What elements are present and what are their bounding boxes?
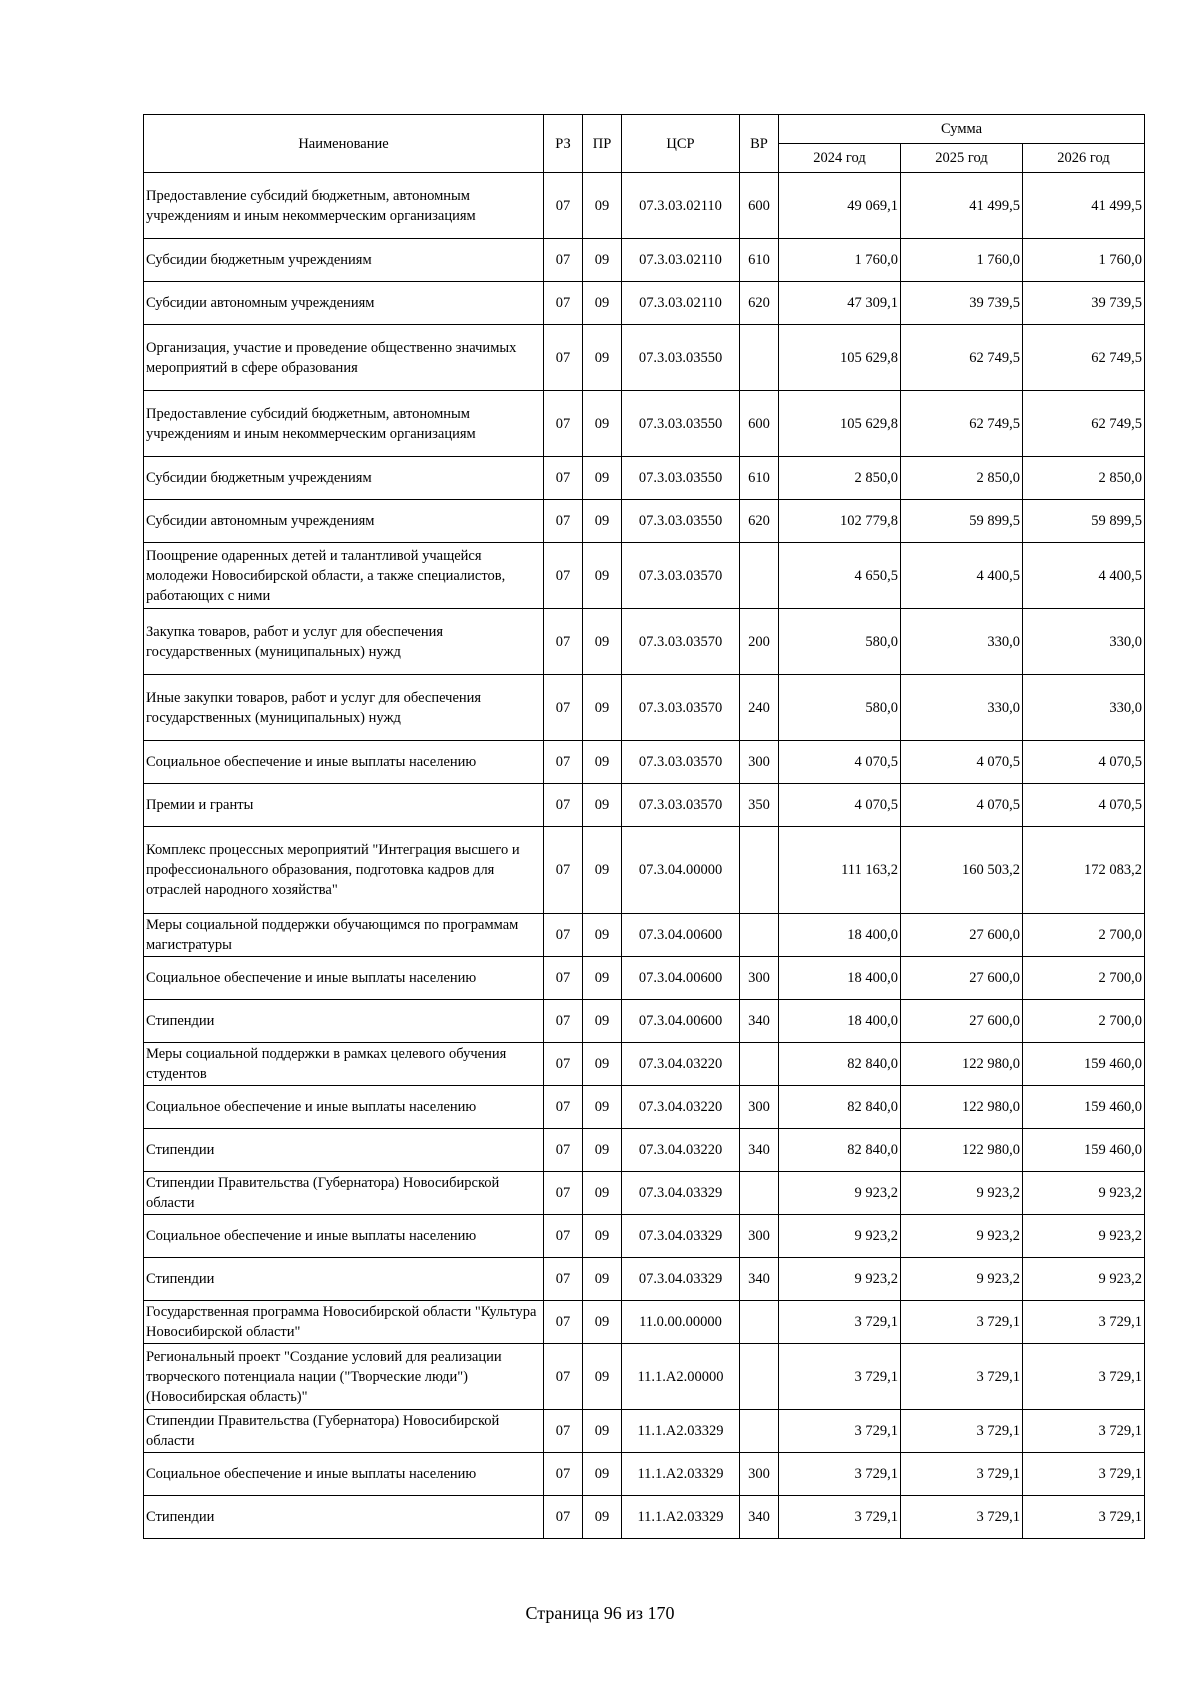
row-vr: 300 bbox=[740, 741, 779, 784]
row-name: Государственная программа Новосибирской области "Культура Новосибирской области" bbox=[144, 1301, 544, 1344]
row-sum-2024: 82 840,0 bbox=[779, 1043, 901, 1086]
header-vr: ВР bbox=[740, 115, 779, 173]
row-pr: 09 bbox=[583, 741, 622, 784]
row-rz: 07 bbox=[544, 1496, 583, 1539]
row-name: Поощрение одаренных детей и талантливой учащейся молодежи Новосибирской области, а также специалистов, работающих с ними bbox=[144, 543, 544, 609]
row-vr: 300 bbox=[740, 957, 779, 1000]
row-pr: 09 bbox=[583, 1129, 622, 1172]
row-csr: 11.1.А2.03329 bbox=[622, 1496, 740, 1539]
row-csr: 07.3.03.03570 bbox=[622, 741, 740, 784]
table-row bbox=[144, 500, 1145, 543]
row-sum-2024: 9 923,2 bbox=[779, 1215, 901, 1258]
row-vr: 610 bbox=[740, 457, 779, 500]
table-row bbox=[144, 957, 1145, 1000]
row-rz: 07 bbox=[544, 1258, 583, 1301]
row-sum-2024: 3 729,1 bbox=[779, 1496, 901, 1539]
row-sum-2024: 9 923,2 bbox=[779, 1258, 901, 1301]
row-pr: 09 bbox=[583, 1301, 622, 1344]
row-sum-2026: 2 700,0 bbox=[1023, 1000, 1145, 1043]
row-rz: 07 bbox=[544, 675, 583, 741]
row-sum-2024: 9 923,2 bbox=[779, 1172, 901, 1215]
row-csr: 07.3.04.00000 bbox=[622, 827, 740, 914]
row-csr: 07.3.04.03220 bbox=[622, 1086, 740, 1129]
row-sum-2025: 41 499,5 bbox=[901, 173, 1023, 239]
row-name: Субсидии бюджетным учреждениям bbox=[144, 457, 544, 500]
row-pr: 09 bbox=[583, 1496, 622, 1539]
row-csr: 07.3.03.03570 bbox=[622, 609, 740, 675]
table-row bbox=[144, 173, 1145, 239]
row-csr: 07.3.04.03220 bbox=[622, 1129, 740, 1172]
row-vr: 240 bbox=[740, 675, 779, 741]
row-vr bbox=[740, 1410, 779, 1453]
row-sum-2025: 122 980,0 bbox=[901, 1129, 1023, 1172]
row-name: Предоставление субсидий бюджетным, автономным учреждениям и иным некоммерческим организациям bbox=[144, 391, 544, 457]
header-csr: ЦСР bbox=[622, 115, 740, 173]
header-name: Наименование bbox=[144, 115, 544, 173]
row-sum-2025: 3 729,1 bbox=[901, 1410, 1023, 1453]
row-name: Стипендии Правительства (Губернатора) Новосибирской области bbox=[144, 1172, 544, 1215]
row-sum-2025: 122 980,0 bbox=[901, 1086, 1023, 1129]
budget-table bbox=[143, 114, 1145, 1539]
row-sum-2024: 49 069,1 bbox=[779, 173, 901, 239]
row-pr: 09 bbox=[583, 500, 622, 543]
table-header bbox=[144, 115, 1145, 173]
row-sum-2026: 41 499,5 bbox=[1023, 173, 1145, 239]
row-csr: 07.3.03.03550 bbox=[622, 500, 740, 543]
row-sum-2024: 4 070,5 bbox=[779, 784, 901, 827]
row-name: Закупка товаров, работ и услуг для обеспечения государственных (муниципальных) нужд bbox=[144, 609, 544, 675]
row-csr: 07.3.03.02110 bbox=[622, 282, 740, 325]
header-row-top bbox=[144, 115, 1145, 144]
table-row bbox=[144, 1301, 1145, 1344]
row-sum-2024: 580,0 bbox=[779, 609, 901, 675]
row-sum-2024: 105 629,8 bbox=[779, 391, 901, 457]
row-pr: 09 bbox=[583, 609, 622, 675]
row-vr: 340 bbox=[740, 1000, 779, 1043]
row-sum-2026: 2 700,0 bbox=[1023, 914, 1145, 957]
row-vr: 340 bbox=[740, 1129, 779, 1172]
row-vr: 620 bbox=[740, 282, 779, 325]
row-pr: 09 bbox=[583, 325, 622, 391]
row-pr: 09 bbox=[583, 1344, 622, 1410]
row-rz: 07 bbox=[544, 391, 583, 457]
row-sum-2024: 102 779,8 bbox=[779, 500, 901, 543]
row-sum-2026: 4 070,5 bbox=[1023, 784, 1145, 827]
row-sum-2024: 82 840,0 bbox=[779, 1129, 901, 1172]
table-row bbox=[144, 1129, 1145, 1172]
row-sum-2025: 9 923,2 bbox=[901, 1172, 1023, 1215]
header-sum: Сумма bbox=[779, 115, 1145, 144]
row-sum-2024: 3 729,1 bbox=[779, 1301, 901, 1344]
row-pr: 09 bbox=[583, 1000, 622, 1043]
row-sum-2024: 105 629,8 bbox=[779, 325, 901, 391]
row-csr: 11.0.00.00000 bbox=[622, 1301, 740, 1344]
row-pr: 09 bbox=[583, 1043, 622, 1086]
row-csr: 07.3.03.03550 bbox=[622, 391, 740, 457]
row-pr: 09 bbox=[583, 1172, 622, 1215]
row-csr: 07.3.03.03570 bbox=[622, 543, 740, 609]
row-sum-2024: 3 729,1 bbox=[779, 1453, 901, 1496]
row-sum-2024: 18 400,0 bbox=[779, 1000, 901, 1043]
row-sum-2026: 159 460,0 bbox=[1023, 1043, 1145, 1086]
row-sum-2025: 62 749,5 bbox=[901, 325, 1023, 391]
row-rz: 07 bbox=[544, 784, 583, 827]
row-sum-2025: 27 600,0 bbox=[901, 957, 1023, 1000]
row-sum-2024: 4 070,5 bbox=[779, 741, 901, 784]
row-sum-2025: 122 980,0 bbox=[901, 1043, 1023, 1086]
row-name: Комплекс процессных мероприятий "Интеграция высшего и профессионального образования, подготовка кадров для отраслей народного хозяйства" bbox=[144, 827, 544, 914]
row-csr: 07.3.03.03570 bbox=[622, 784, 740, 827]
row-sum-2026: 39 739,5 bbox=[1023, 282, 1145, 325]
row-sum-2024: 18 400,0 bbox=[779, 914, 901, 957]
row-name: Субсидии автономным учреждениям bbox=[144, 500, 544, 543]
row-sum-2026: 59 899,5 bbox=[1023, 500, 1145, 543]
row-rz: 07 bbox=[544, 239, 583, 282]
row-vr: 610 bbox=[740, 239, 779, 282]
row-name: Иные закупки товаров, работ и услуг для обеспечения государственных (муниципальных) нужд bbox=[144, 675, 544, 741]
row-rz: 07 bbox=[544, 1410, 583, 1453]
row-pr: 09 bbox=[583, 957, 622, 1000]
row-vr bbox=[740, 325, 779, 391]
row-rz: 07 bbox=[544, 1000, 583, 1043]
row-rz: 07 bbox=[544, 1215, 583, 1258]
row-sum-2026: 330,0 bbox=[1023, 609, 1145, 675]
row-pr: 09 bbox=[583, 457, 622, 500]
table-row bbox=[144, 827, 1145, 914]
row-sum-2025: 9 923,2 bbox=[901, 1215, 1023, 1258]
row-sum-2024: 82 840,0 bbox=[779, 1086, 901, 1129]
table-body bbox=[144, 173, 1145, 1539]
row-pr: 09 bbox=[583, 1453, 622, 1496]
row-csr: 07.3.04.03220 bbox=[622, 1043, 740, 1086]
row-sum-2024: 2 850,0 bbox=[779, 457, 901, 500]
row-pr: 09 bbox=[583, 391, 622, 457]
row-sum-2026: 9 923,2 bbox=[1023, 1215, 1145, 1258]
row-csr: 07.3.03.03550 bbox=[622, 457, 740, 500]
table-row bbox=[144, 1344, 1145, 1410]
row-name: Социальное обеспечение и иные выплаты населению bbox=[144, 957, 544, 1000]
row-sum-2025: 3 729,1 bbox=[901, 1496, 1023, 1539]
row-sum-2026: 1 760,0 bbox=[1023, 239, 1145, 282]
table-row bbox=[144, 457, 1145, 500]
row-name: Социальное обеспечение и иные выплаты населению bbox=[144, 741, 544, 784]
row-sum-2025: 39 739,5 bbox=[901, 282, 1023, 325]
row-rz: 07 bbox=[544, 173, 583, 239]
row-vr bbox=[740, 914, 779, 957]
row-name: Меры социальной поддержки обучающимся по программам магистратуры bbox=[144, 914, 544, 957]
row-pr: 09 bbox=[583, 914, 622, 957]
table-row bbox=[144, 1410, 1145, 1453]
row-csr: 07.3.04.00600 bbox=[622, 1000, 740, 1043]
row-vr: 600 bbox=[740, 173, 779, 239]
table-row bbox=[144, 741, 1145, 784]
row-rz: 07 bbox=[544, 609, 583, 675]
row-sum-2026: 172 083,2 bbox=[1023, 827, 1145, 914]
row-rz: 07 bbox=[544, 827, 583, 914]
row-name: Субсидии бюджетным учреждениям bbox=[144, 239, 544, 282]
row-pr: 09 bbox=[583, 282, 622, 325]
row-pr: 09 bbox=[583, 239, 622, 282]
row-sum-2025: 3 729,1 bbox=[901, 1453, 1023, 1496]
row-rz: 07 bbox=[544, 500, 583, 543]
table-row bbox=[144, 1453, 1145, 1496]
row-sum-2024: 18 400,0 bbox=[779, 957, 901, 1000]
row-sum-2025: 9 923,2 bbox=[901, 1258, 1023, 1301]
row-rz: 07 bbox=[544, 914, 583, 957]
row-rz: 07 bbox=[544, 282, 583, 325]
table-row bbox=[144, 609, 1145, 675]
row-name: Предоставление субсидий бюджетным, автономным учреждениям и иным некоммерческим организациям bbox=[144, 173, 544, 239]
row-pr: 09 bbox=[583, 827, 622, 914]
table-row bbox=[144, 391, 1145, 457]
header-year-2024: 2024 год bbox=[779, 144, 901, 173]
table-row bbox=[144, 1086, 1145, 1129]
row-vr: 600 bbox=[740, 391, 779, 457]
table-row bbox=[144, 1172, 1145, 1215]
row-vr: 350 bbox=[740, 784, 779, 827]
row-sum-2025: 27 600,0 bbox=[901, 914, 1023, 957]
row-vr bbox=[740, 1301, 779, 1344]
row-sum-2025: 62 749,5 bbox=[901, 391, 1023, 457]
table-row bbox=[144, 1496, 1145, 1539]
row-rz: 07 bbox=[544, 1301, 583, 1344]
row-sum-2025: 330,0 bbox=[901, 609, 1023, 675]
row-name: Стипендии bbox=[144, 1129, 544, 1172]
row-sum-2026: 2 850,0 bbox=[1023, 457, 1145, 500]
row-csr: 07.3.04.00600 bbox=[622, 914, 740, 957]
row-name: Стипендии Правительства (Губернатора) Новосибирской области bbox=[144, 1410, 544, 1453]
row-name: Премии и гранты bbox=[144, 784, 544, 827]
row-csr: 07.3.03.02110 bbox=[622, 173, 740, 239]
row-name: Социальное обеспечение и иные выплаты населению bbox=[144, 1086, 544, 1129]
table-row bbox=[144, 239, 1145, 282]
row-rz: 07 bbox=[544, 1043, 583, 1086]
row-sum-2025: 3 729,1 bbox=[901, 1344, 1023, 1410]
row-pr: 09 bbox=[583, 1258, 622, 1301]
row-csr: 07.3.04.03329 bbox=[622, 1172, 740, 1215]
row-csr: 07.3.04.03329 bbox=[622, 1258, 740, 1301]
row-sum-2025: 27 600,0 bbox=[901, 1000, 1023, 1043]
row-vr bbox=[740, 1172, 779, 1215]
row-sum-2026: 3 729,1 bbox=[1023, 1453, 1145, 1496]
row-sum-2026: 3 729,1 bbox=[1023, 1301, 1145, 1344]
row-rz: 07 bbox=[544, 1172, 583, 1215]
row-sum-2025: 3 729,1 bbox=[901, 1301, 1023, 1344]
row-sum-2026: 9 923,2 bbox=[1023, 1172, 1145, 1215]
row-name: Региональный проект "Создание условий для реализации творческого потенциала нации ("Творческие люди") (Новосибирская область)" bbox=[144, 1344, 544, 1410]
row-sum-2025: 1 760,0 bbox=[901, 239, 1023, 282]
row-name: Стипендии bbox=[144, 1000, 544, 1043]
row-rz: 07 bbox=[544, 1344, 583, 1410]
row-vr bbox=[740, 1344, 779, 1410]
row-sum-2025: 4 070,5 bbox=[901, 784, 1023, 827]
row-pr: 09 bbox=[583, 173, 622, 239]
table-row bbox=[144, 543, 1145, 609]
table-row bbox=[144, 325, 1145, 391]
row-vr bbox=[740, 543, 779, 609]
table-row bbox=[144, 1258, 1145, 1301]
row-sum-2025: 160 503,2 bbox=[901, 827, 1023, 914]
row-csr: 07.3.03.03550 bbox=[622, 325, 740, 391]
row-vr: 340 bbox=[740, 1496, 779, 1539]
row-sum-2026: 2 700,0 bbox=[1023, 957, 1145, 1000]
row-vr: 200 bbox=[740, 609, 779, 675]
row-csr: 11.1.А2.00000 bbox=[622, 1344, 740, 1410]
row-vr bbox=[740, 827, 779, 914]
row-name: Меры социальной поддержки в рамках целевого обучения студентов bbox=[144, 1043, 544, 1086]
row-rz: 07 bbox=[544, 1453, 583, 1496]
row-csr: 11.1.А2.03329 bbox=[622, 1453, 740, 1496]
row-name: Субсидии автономным учреждениям bbox=[144, 282, 544, 325]
row-csr: 07.3.03.02110 bbox=[622, 239, 740, 282]
row-sum-2026: 3 729,1 bbox=[1023, 1344, 1145, 1410]
row-vr bbox=[740, 1043, 779, 1086]
row-pr: 09 bbox=[583, 1410, 622, 1453]
row-sum-2024: 580,0 bbox=[779, 675, 901, 741]
row-vr: 620 bbox=[740, 500, 779, 543]
table-row bbox=[144, 1215, 1145, 1258]
table-row bbox=[144, 914, 1145, 957]
row-sum-2026: 62 749,5 bbox=[1023, 325, 1145, 391]
row-sum-2025: 59 899,5 bbox=[901, 500, 1023, 543]
row-sum-2024: 111 163,2 bbox=[779, 827, 901, 914]
row-csr: 07.3.04.00600 bbox=[622, 957, 740, 1000]
row-vr: 340 bbox=[740, 1258, 779, 1301]
row-rz: 07 bbox=[544, 741, 583, 784]
row-name: Социальное обеспечение и иные выплаты населению bbox=[144, 1215, 544, 1258]
row-vr: 300 bbox=[740, 1453, 779, 1496]
row-rz: 07 bbox=[544, 1086, 583, 1129]
row-sum-2024: 1 760,0 bbox=[779, 239, 901, 282]
row-sum-2024: 4 650,5 bbox=[779, 543, 901, 609]
row-sum-2026: 3 729,1 bbox=[1023, 1410, 1145, 1453]
table-row bbox=[144, 784, 1145, 827]
row-pr: 09 bbox=[583, 1086, 622, 1129]
table-row bbox=[144, 282, 1145, 325]
row-sum-2026: 9 923,2 bbox=[1023, 1258, 1145, 1301]
row-sum-2026: 159 460,0 bbox=[1023, 1086, 1145, 1129]
row-sum-2024: 3 729,1 bbox=[779, 1344, 901, 1410]
row-sum-2025: 4 400,5 bbox=[901, 543, 1023, 609]
row-sum-2024: 47 309,1 bbox=[779, 282, 901, 325]
row-rz: 07 bbox=[544, 1129, 583, 1172]
row-name: Стипендии bbox=[144, 1258, 544, 1301]
row-sum-2026: 4 400,5 bbox=[1023, 543, 1145, 609]
row-vr: 300 bbox=[740, 1086, 779, 1129]
row-sum-2026: 3 729,1 bbox=[1023, 1496, 1145, 1539]
row-sum-2025: 4 070,5 bbox=[901, 741, 1023, 784]
row-name: Организация, участие и проведение общественно значимых мероприятий в сфере образования bbox=[144, 325, 544, 391]
row-pr: 09 bbox=[583, 543, 622, 609]
row-csr: 07.3.03.03570 bbox=[622, 675, 740, 741]
header-rz: РЗ bbox=[544, 115, 583, 173]
row-rz: 07 bbox=[544, 543, 583, 609]
table-row bbox=[144, 1043, 1145, 1086]
row-pr: 09 bbox=[583, 784, 622, 827]
row-csr: 11.1.А2.03329 bbox=[622, 1410, 740, 1453]
row-pr: 09 bbox=[583, 675, 622, 741]
row-sum-2025: 330,0 bbox=[901, 675, 1023, 741]
row-name: Стипендии bbox=[144, 1496, 544, 1539]
row-rz: 07 bbox=[544, 325, 583, 391]
row-sum-2026: 4 070,5 bbox=[1023, 741, 1145, 784]
header-year-2025: 2025 год bbox=[901, 144, 1023, 173]
row-sum-2026: 159 460,0 bbox=[1023, 1129, 1145, 1172]
row-pr: 09 bbox=[583, 1215, 622, 1258]
table-row bbox=[144, 675, 1145, 741]
row-sum-2024: 3 729,1 bbox=[779, 1410, 901, 1453]
row-vr: 300 bbox=[740, 1215, 779, 1258]
row-rz: 07 bbox=[544, 957, 583, 1000]
page-number: Страница 96 из 170 bbox=[525, 1603, 675, 1623]
table-row bbox=[144, 1000, 1145, 1043]
row-csr: 07.3.04.03329 bbox=[622, 1215, 740, 1258]
header-year-2026: 2026 год bbox=[1023, 144, 1145, 173]
row-sum-2026: 330,0 bbox=[1023, 675, 1145, 741]
row-rz: 07 bbox=[544, 457, 583, 500]
header-pr: ПР bbox=[583, 115, 622, 173]
row-sum-2025: 2 850,0 bbox=[901, 457, 1023, 500]
row-sum-2026: 62 749,5 bbox=[1023, 391, 1145, 457]
row-name: Социальное обеспечение и иные выплаты населению bbox=[144, 1453, 544, 1496]
